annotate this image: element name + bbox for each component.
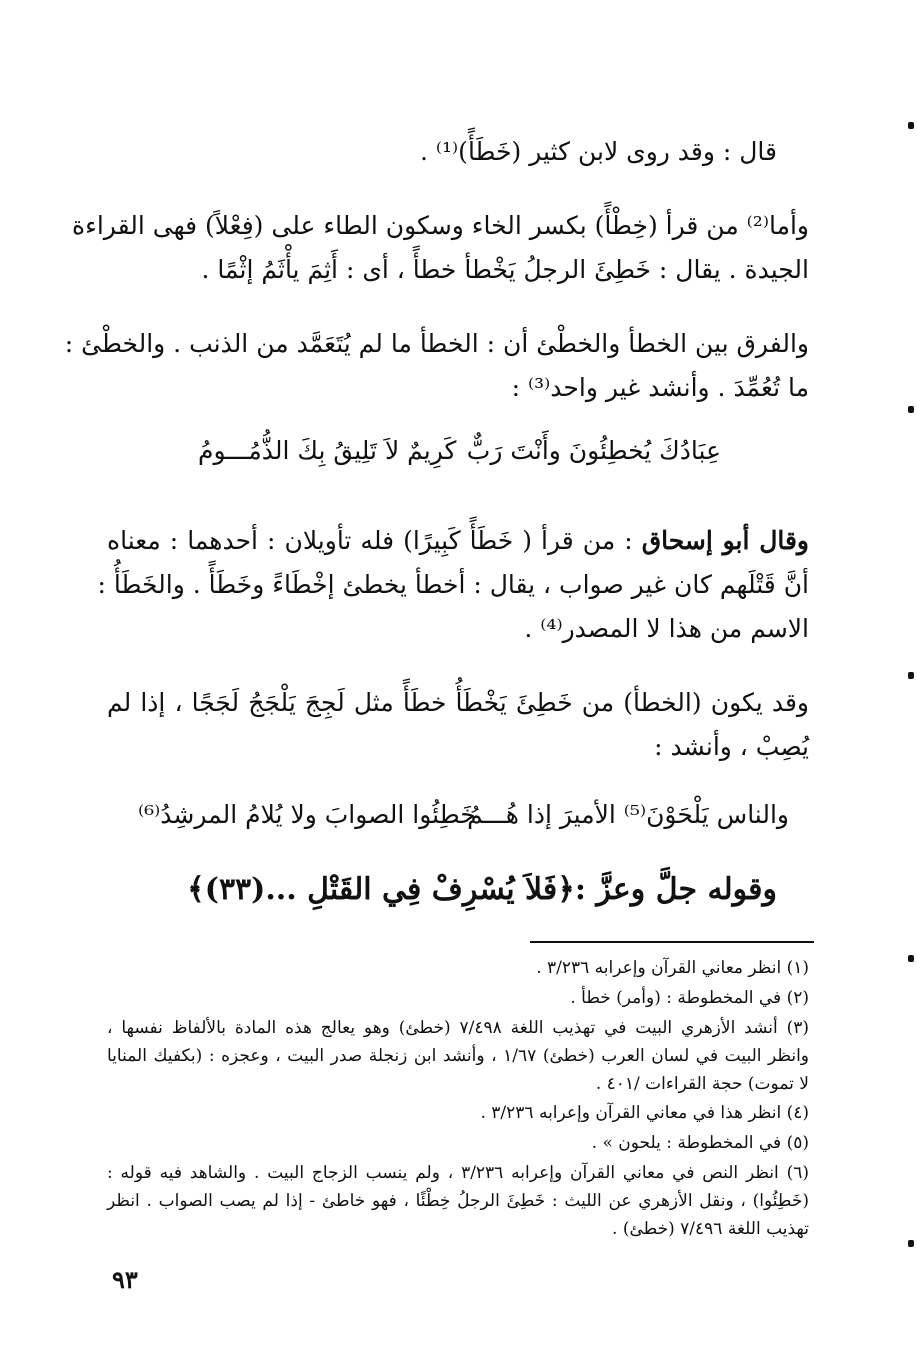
scan-mark xyxy=(908,406,914,413)
paragraph-4-line-3: الاسم من هذا لا المصدر⁽⁴⁾ . xyxy=(524,614,809,643)
speaker-name: وقال أبو إسحاق xyxy=(641,526,810,555)
footnote-4: (٤) انظر هذا في معاني القرآن وإعرابه ٣/٢٣٦ . xyxy=(480,1103,809,1123)
paragraph-3-line-1: والفرق بين الخطأ والخطْئ أن : الخطأ ما لم يُتَعَمَّد من الذنب . والخطْئ : xyxy=(64,329,809,358)
footnote-6-line-2: (خَطِئُوا) ، ونقل الأزهري عن الليث : خَطِئَ الرجلُ خِطْئًا ، فهو خاطئ - إذا لم يصب الصواب . انظر xyxy=(107,1191,809,1211)
scan-mark xyxy=(908,955,914,962)
footnote-6-line-3: تهذيب اللغة ٧/٤٩٦ (خطئ) . xyxy=(612,1219,809,1239)
scan-mark xyxy=(908,122,914,129)
footnote-1: (١) انظر معاني القرآن وإعرابه ٣/٢٣٦ . xyxy=(536,958,809,978)
verse-2-second-hemistich: خَطِئُوا الصوابَ ولا يُلامُ المرشِدُ⁽⁶⁾ xyxy=(138,800,476,829)
paragraph-5-line-2: يُصِبْ ، وأنشد : xyxy=(654,732,809,761)
footnote-3-line-1: (٣) أنشد الأزهري البيت في تهذيب اللغة ٧/٤٩٨ (خطئ) وهو يعالج هذه المادة بالألفاظ نفسها ، xyxy=(107,1018,809,1038)
verse-1-second-hemistich: كَرِيمٌ لاَ تَلِيقُ بِكَ الذُّمُـــومُ xyxy=(198,436,457,465)
footnote-separator xyxy=(530,941,814,943)
footnote-5: (٥) في المخطوطة : يلحون » . xyxy=(591,1133,809,1153)
paragraph-4-line-1 xyxy=(107,521,809,561)
paragraph-3-line-2: ما تُعُمِّدَ . وأنشد غير واحد⁽³⁾ : xyxy=(511,373,809,402)
paragraph-5-line-1: وقد يكون (الخطأ) من خَطِئَ يَخْطَأُ خطَأً مثل لَجِجَ يَلْجَجُ لَجَجًا ، إذا لم xyxy=(107,688,809,717)
paragraph-4-line-1-text: : من قرأ ( خَطَأً كَبِيرًا) فله تأويلان : أحدهما : معناه xyxy=(107,526,642,555)
scan-mark xyxy=(908,1240,914,1247)
page-number: ٩٣ xyxy=(112,1265,138,1294)
footnote-6-line-1: (٦) انظر النص في معاني القرآن وإعرابه ٣/٢٣٦ ، ولم ينسب الزجاج البيت . والشاهد فيه قوله : xyxy=(107,1163,809,1183)
verse-heading: وقوله جلَّ وعزَّ :﴿فَلاَ يُسْرِفْ فِي القَتْلِ ...(٣٣)﴾ xyxy=(187,872,777,907)
paragraph-4-line-2: أنَّ قَتْلَهم كان غير صواب ، يقال : أخطأ يخطئ إخْطَاءً وخَطَأً . والخَطَأُ : xyxy=(97,570,809,599)
footnote-3-line-3: لا تموت) حجة القراءات /٤٠١ . xyxy=(595,1074,809,1094)
paragraph-1: قال : وقد روى لابن كثير (خَطَأً)⁽¹⁾ . xyxy=(419,137,777,166)
footnote-2: (٢) في المخطوطة : (وأمر) خطأ . xyxy=(570,988,809,1008)
scan-mark xyxy=(908,672,914,679)
verse-1-first-hemistich: عِبَادُكَ يُخطِئُونَ وأَنْتَ رَبٌّ xyxy=(466,436,721,465)
paragraph-2-line-1: وأما⁽²⁾ من قرأ (خِطْأً) بكسر الخاء وسكون الطاء على (فِعْلاً) فهى القراءة xyxy=(71,211,809,240)
verse-2-first-hemistich: والناس يَلْحَوْنَ⁽⁵⁾ الأميرَ إذا هُـــمُ xyxy=(467,800,789,829)
footnote-3-line-2: وانظر البيت في لسان العرب (خطئ) ١/٦٧ ، وأنشد ابن زنجلة صدر البيت ، وعجزه : (بكفيك المنايا xyxy=(107,1046,809,1066)
paragraph-2-line-2: الجيدة . يقال : خَطِئَ الرجلُ يَخْطأ خطأً ، أى : أَثِمَ يأْثَمُ إثْمًا . xyxy=(201,255,809,284)
